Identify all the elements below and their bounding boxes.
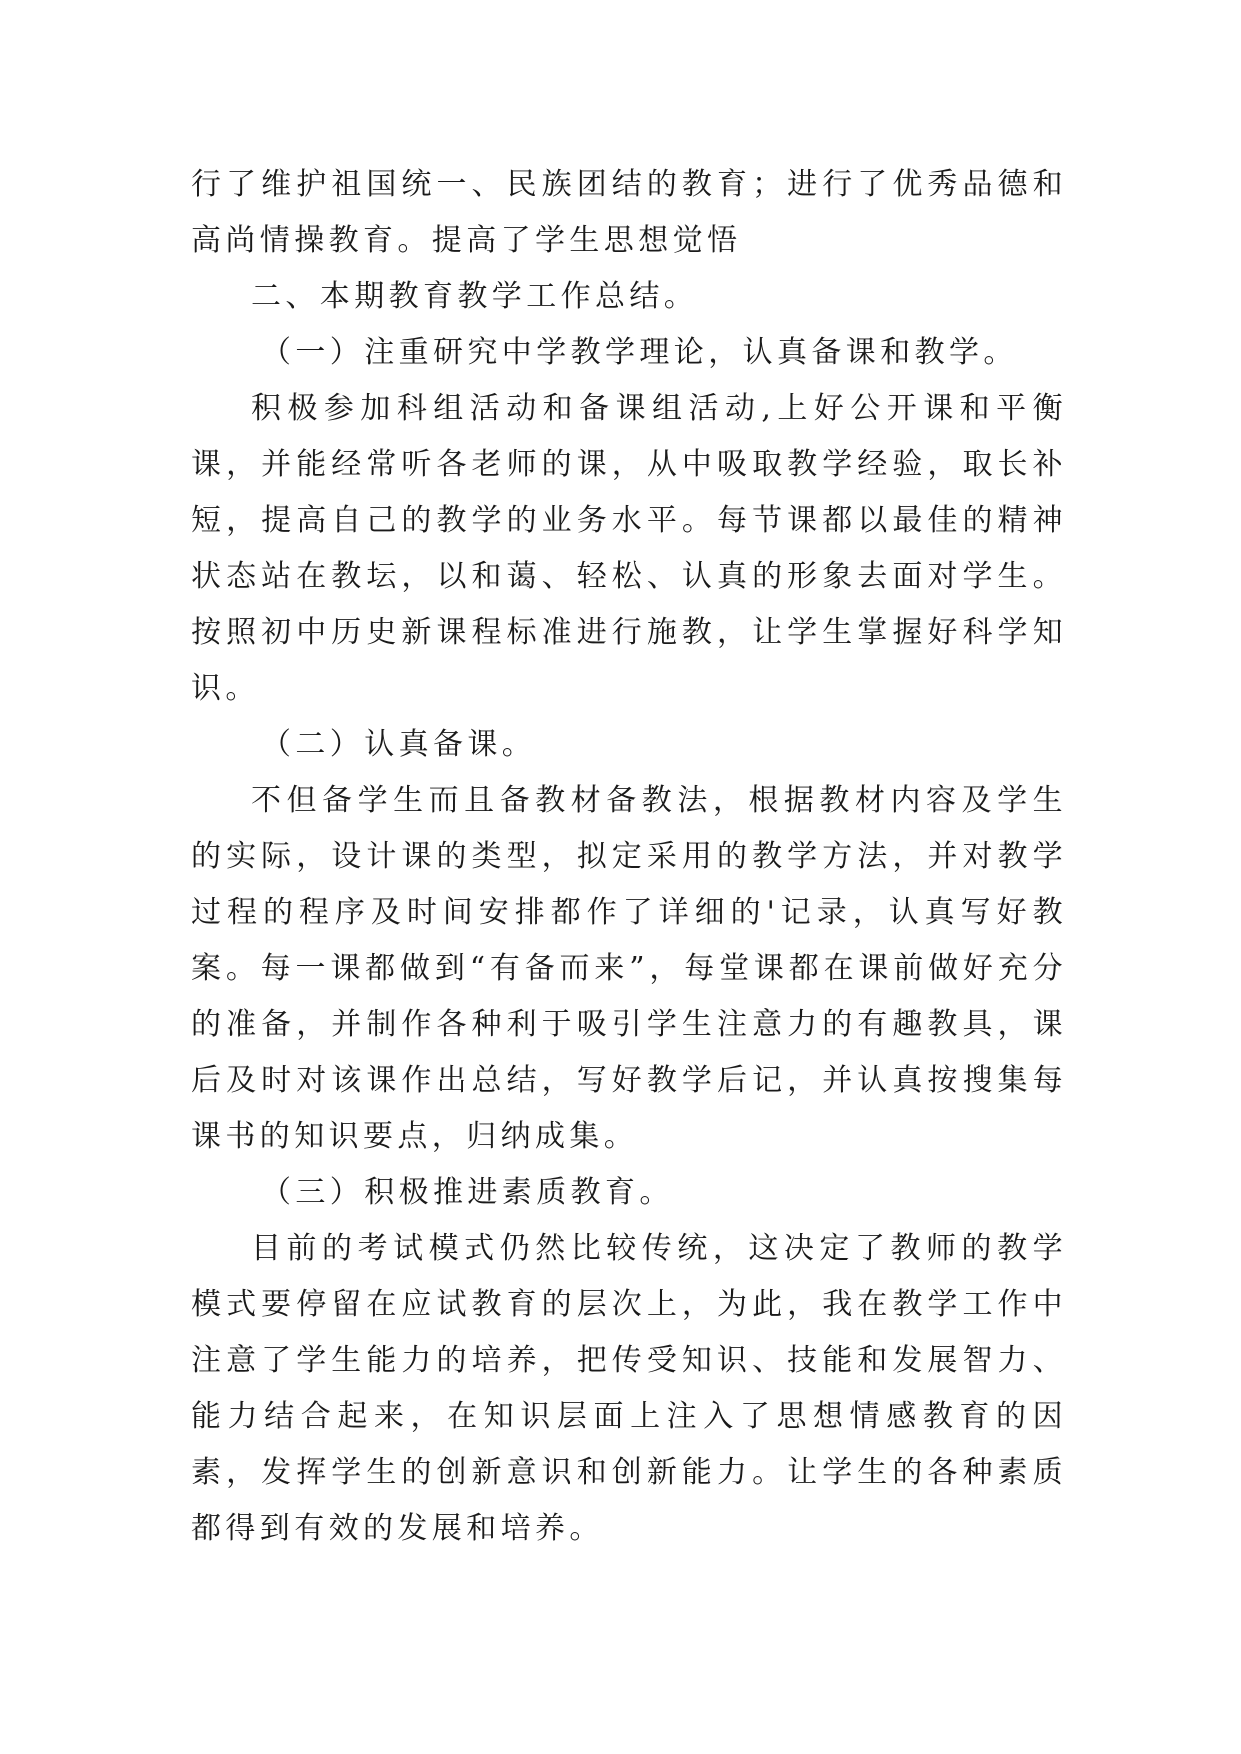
paragraph-continuation: 行了维护祖国统一、民族团结的教育；进行了优秀品德和高尚情操教育。提高了学生思想觉悟 — [191, 167, 1067, 258]
document-body — [191, 157, 1067, 1557]
paragraph-quality-education: 目前的考试模式仍然比较传统，这决定了教师的教学模式要停留在应试教育的层次上，为此，我在教学工作中注意了学生能力的培养，把传受知识、技能和发展智力、能力结合起来，在知识层面上注入了思想情感教育的因素，发挥学生的创新意识和创新能力。让学生的各种素质都得到有效的发展和培养。 — [191, 1231, 1067, 1546]
paragraph-lesson-prep: 不但备学生而且备教材备教法，根据教材内容及学生的实际，设计课的类型，拟定采用的教学方法，并对教学过程的程序及时间安排都作了详细的'记录，认真写好教案。每一课都做到“有备而来”，每堂课都在课前做好充分的准备，并制作各种利于吸引学生注意力的有趣教具，课后及时对该课作出总结，写好教学后记，并认真按搜集每课书的知识要点，归纳成集。 — [191, 783, 1067, 1154]
subsection-heading-2: （二）认真备课。 — [261, 727, 537, 762]
section-heading-2: 二、本期教育教学工作总结。 — [251, 279, 699, 314]
subsection-heading-3: （三）积极推进素质教育。 — [261, 1175, 674, 1210]
subsection-heading-1: （一）注重研究中学教学理论，认真备课和教学。 — [261, 335, 1018, 370]
paragraph-teaching-research: 积极参加科组活动和备课组活动,上好公开课和平衡课，并能经常听各老师的课，从中吸取教学经验，取长补短，提高自己的教学的业务水平。每节课都以最佳的精神状态站在教坛，以和蔼、轻松、认真的形象去面对学生。按照初中历史新课程标准进行施教，让学生掌握好科学知识。 — [191, 391, 1067, 706]
